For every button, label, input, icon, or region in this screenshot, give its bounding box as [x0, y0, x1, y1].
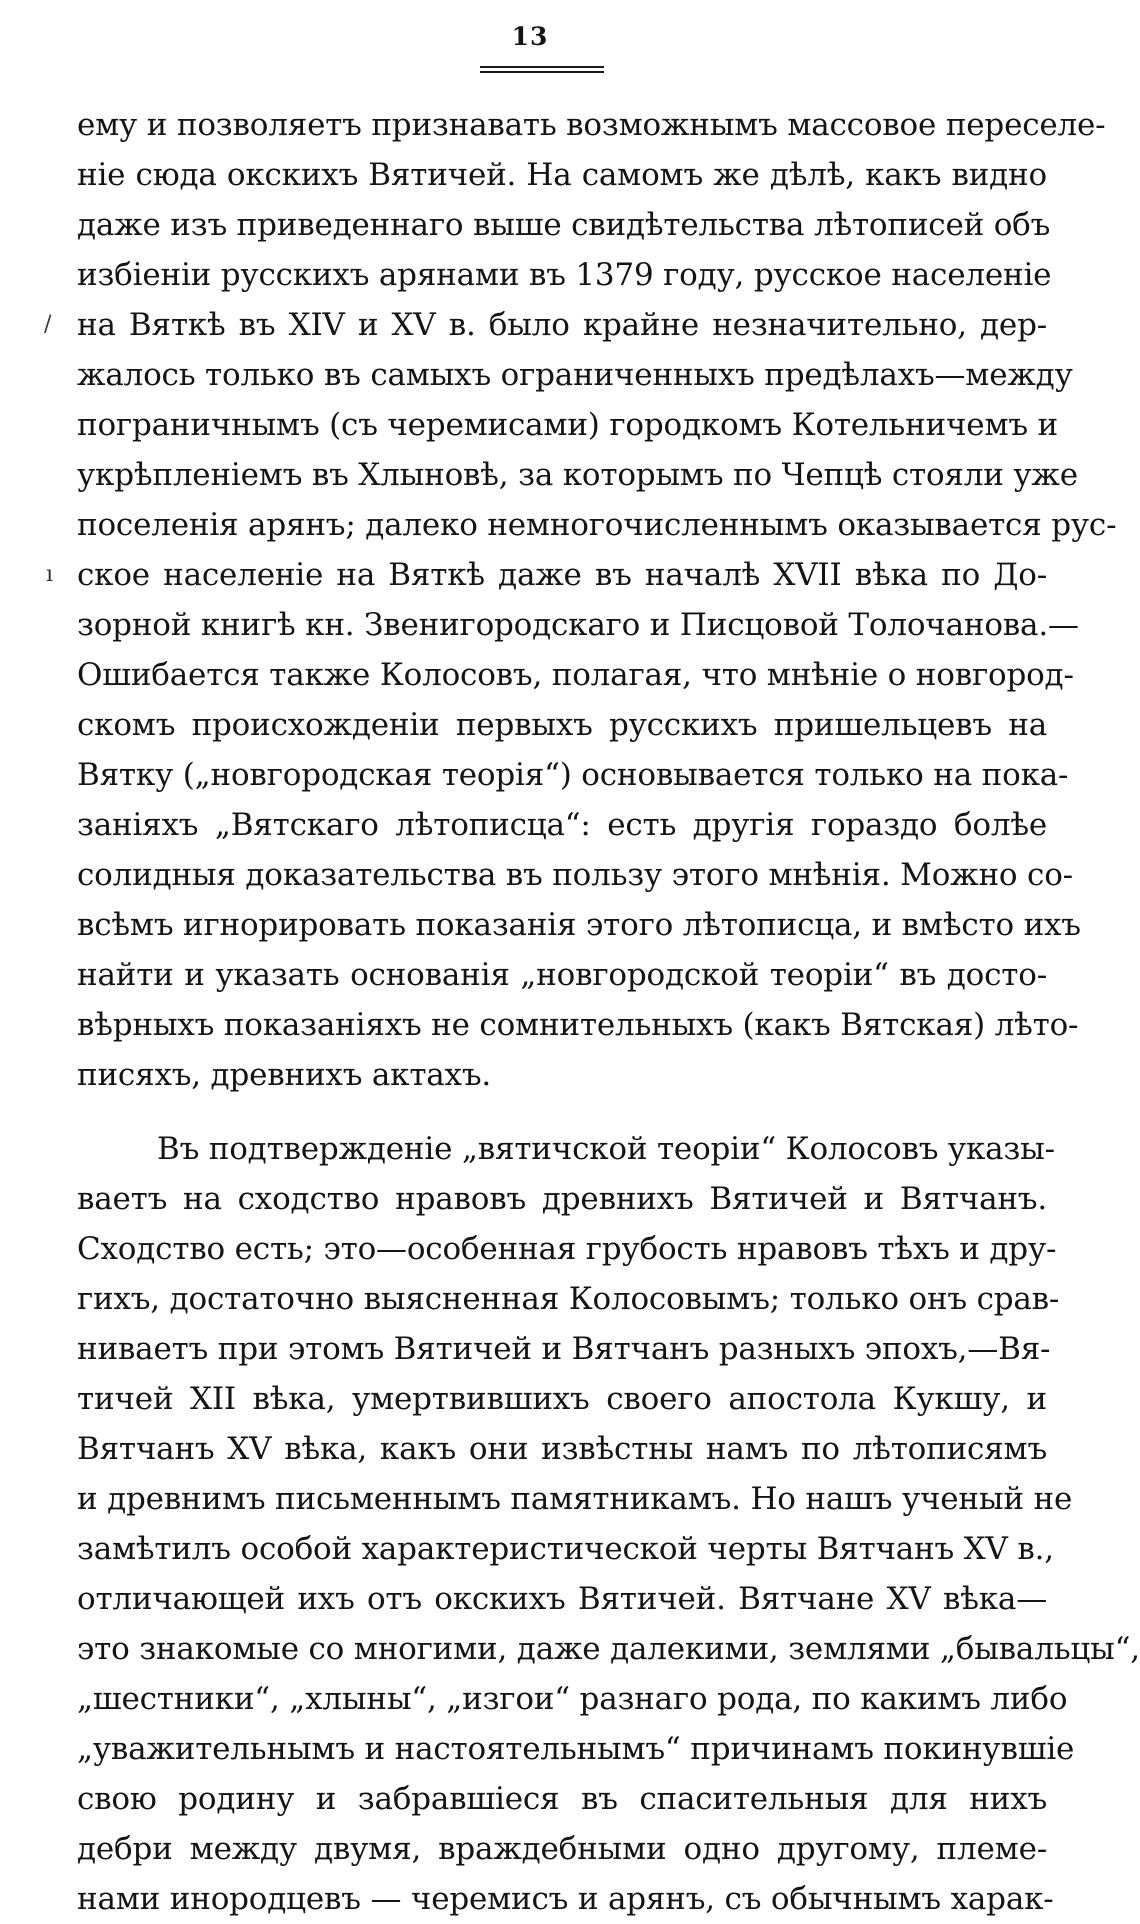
- text-line: Ошибается также Колосовъ, полагая, что мнѣніе о новгород-: [77, 657, 1074, 693]
- text-line: и древнимъ письменнымъ памятникамъ. Но нашъ ученый не: [77, 1481, 1073, 1517]
- text-line: пограничнымъ (съ черемисами) городкомъ Котельничемъ и: [77, 407, 1059, 443]
- text-line: свою родину и забравшіеся въ спасительныя для нихъ: [77, 1781, 1047, 1817]
- paragraph-2: [77, 1124, 1140, 1924]
- text-line: Вятчанъ XV вѣка, какъ они извѣстны намъ по лѣтописямъ: [77, 1431, 1047, 1467]
- text-line: найти и указать основанія „новгородской теоріи“ въ досто-: [77, 957, 1047, 993]
- text-line: замѣтилъ особой характеристической черты Вятчанъ XV в.,: [77, 1531, 1054, 1567]
- text-line: ваетъ на сходство нравовъ древнихъ Вятичей и Вятчанъ.: [77, 1181, 1047, 1217]
- text-line: ніе сюда окскихъ Вятичей. На самомъ же дѣлѣ, какъ видно: [77, 157, 1047, 193]
- text-line: вѣрныхъ показаніяхъ не сомнительныхъ (какъ Вятская) лѣто-: [77, 1007, 1079, 1043]
- text-line: писяхъ, древнихъ актахъ.: [77, 1057, 492, 1093]
- text-line: ниваетъ при этомъ Вятичей и Вятчанъ разныхъ эпохъ,—Вя-: [77, 1331, 1051, 1367]
- text-line: гихъ, достаточно выясненная Колосовымъ; только онъ срав-: [77, 1281, 1060, 1317]
- text-line: „шестники“, „хлыны“, „изгои“ разнаго рода, по какимъ либо: [77, 1681, 1068, 1717]
- text-line: всѣмъ игнорировать показанія этого лѣтописца, и вмѣсто ихъ: [77, 907, 1081, 943]
- body-text: [77, 100, 1140, 1924]
- text-line: отличающей ихъ отъ окскихъ Вятичей. Вятчане XV вѣка—: [77, 1581, 1047, 1617]
- margin-mark-dot: ı: [46, 562, 54, 587]
- header-rule-top: [480, 66, 604, 68]
- text-line: Сходство есть; это—особенная грубость нравовъ тѣхъ и дру-: [77, 1231, 1057, 1267]
- text-line: даже изъ приведеннаго выше свидѣтельства лѣтописей объ: [77, 207, 1051, 243]
- text-line: нами инородцевъ — черемисъ и арянъ, съ обычнымъ харак-: [77, 1881, 1054, 1917]
- text-line: ему и позволяетъ признавать возможнымъ массовое переселе-: [77, 107, 1106, 143]
- text-line: Вятку („новгородская теорія“) основывается только на пока-: [77, 757, 1069, 793]
- text-line: избіеніи русскихъ арянами въ 1379 году, русское населеніе: [77, 257, 1052, 293]
- text-line: „уважительнымъ и настоятельнымъ“ причинамъ покинувшіе: [77, 1731, 1075, 1767]
- text-line: заніяхъ „Вятскаго лѣтописца“: есть другія гораздо болѣе: [77, 807, 1047, 843]
- text-line: дебри между двумя, враждебными одно другому, племе-: [77, 1831, 1047, 1867]
- text-line: поселенія арянъ; далеко немногочисленнымъ оказывается рус-: [77, 507, 1117, 543]
- header-rule-bottom: [480, 71, 604, 73]
- text-line: тичей XII вѣка, умертвившихъ своего апостола Кукшу, и: [77, 1381, 1047, 1417]
- text-line: солидныя доказательства въ пользу этого мнѣнія. Можно со-: [77, 857, 1073, 893]
- text-line: это знакомые со многими, даже далекими, землями „бывальцы“,: [77, 1631, 1140, 1667]
- text-line: Въ подтвержденіе „вятичской теоріи“ Колосовъ указы-: [157, 1131, 1055, 1167]
- text-line: жалось только въ самыхъ ограниченныхъ предѣлахъ—между: [77, 357, 1073, 393]
- text-line: зорной книгѣ кн. Звенигородскаго и Писцовой Толочанова.—: [77, 607, 1079, 643]
- page-number: 13: [511, 22, 549, 51]
- text-line: ское населеніе на Вяткѣ даже въ началѣ XVII вѣка по До-: [77, 557, 1047, 593]
- paragraph-1: [77, 100, 1117, 1100]
- text-line: на Вяткѣ въ XIV и XV в. было крайне незначительно, дер-: [77, 307, 1047, 343]
- paragraph-gap: [77, 1100, 1047, 1124]
- text-line: укрѣпленіемъ въ Хлыновѣ, за которымъ по Чепцѣ стояли уже: [77, 457, 1078, 493]
- text-line: скомъ происхожденіи первыхъ русскихъ пришельцевъ на: [77, 707, 1047, 743]
- margin-mark-slash: /: [44, 312, 52, 337]
